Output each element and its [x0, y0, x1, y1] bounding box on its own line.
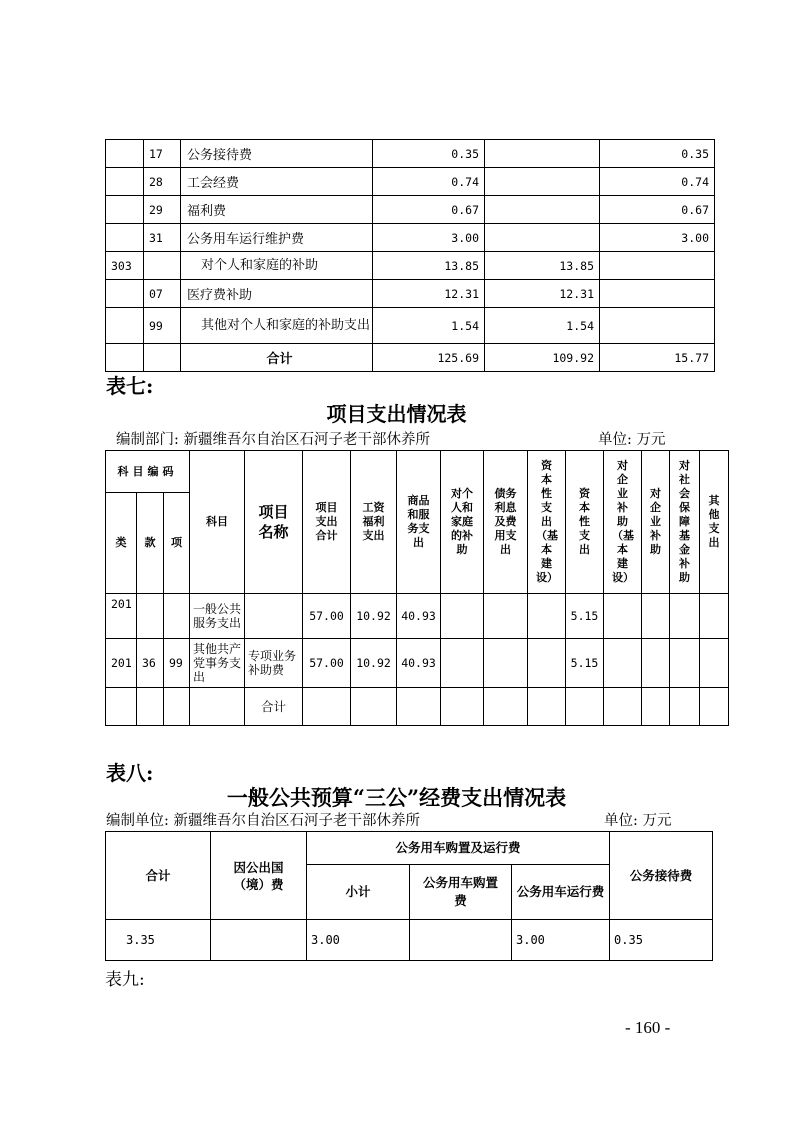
- table-row: [106, 308, 715, 344]
- cell-total: 57.00: [303, 639, 351, 688]
- header-other: 其他支出: [700, 451, 729, 594]
- cell-debt: [484, 639, 528, 688]
- cell-name: 福利费: [181, 196, 373, 224]
- value-subtotal: 3.00: [307, 920, 410, 961]
- header-personal: 对个人和家庭的补助: [441, 451, 484, 594]
- header-subtotal: 小计: [307, 865, 410, 920]
- cell-kuan: 99: [144, 308, 181, 344]
- cell-total-label: 合计: [181, 344, 373, 372]
- cell-kuan: 17: [144, 140, 181, 168]
- cell-name: 其他对个人和家庭的补助支出: [181, 308, 373, 344]
- header-capital: 资本性支出: [566, 451, 604, 594]
- cell-total: 0.67: [373, 196, 485, 224]
- value-reception: 0.35: [610, 920, 713, 961]
- header-social: 对社会保障基金补助: [670, 451, 700, 594]
- cell-name: 工会经费: [181, 168, 373, 196]
- cell-project: 0.35: [600, 140, 715, 168]
- page-number: - 160 -: [625, 1018, 671, 1037]
- cell-class: [106, 224, 144, 252]
- header-abroad: 因公出国（境）费: [211, 832, 307, 920]
- cell-project: 3.00: [600, 224, 715, 252]
- header-purchase: 公务用车购置费: [410, 865, 512, 920]
- cell-basic: 12.31: [485, 280, 600, 308]
- cell-kuan: 28: [144, 168, 181, 196]
- cell-total: 3.00: [373, 224, 485, 252]
- cell-project: [600, 308, 715, 344]
- table-row: [106, 140, 715, 168]
- cell-lei: 201: [106, 639, 137, 688]
- header-vehicle-group: 公务用车购置及运行费: [307, 832, 610, 865]
- table7-dept: 编制部门: 新疆维吾尔自治区石河子老干部休养所: [116, 432, 430, 448]
- table7-title: 项目支出情况表: [326, 402, 467, 426]
- cell-enterprise-basic: [604, 639, 642, 688]
- table7: [105, 450, 729, 726]
- cell-class: [106, 280, 144, 308]
- cell-kuan: [144, 344, 181, 372]
- header-project-name: 项目名称: [245, 451, 303, 594]
- cell-basic: [485, 140, 600, 168]
- value-abroad: [211, 920, 307, 961]
- cell-name: 公务用车运行维护费: [181, 224, 373, 252]
- cell-capital-basic: [528, 639, 566, 688]
- cell-kuan: [144, 252, 181, 280]
- cell-kuan: 31: [144, 224, 181, 252]
- table6: [105, 139, 715, 372]
- cell-social: [670, 594, 700, 639]
- cell-total: 0.35: [373, 140, 485, 168]
- cell-project: [600, 252, 715, 280]
- cell-sum-label: 合计: [245, 688, 303, 726]
- table-row: [106, 252, 715, 280]
- cell-project: 专项业务补助费: [245, 639, 303, 688]
- table8: [105, 831, 713, 961]
- cell-kuan: 07: [144, 280, 181, 308]
- cell-total: 125.69: [373, 344, 485, 372]
- cell-total: 0.74: [373, 168, 485, 196]
- header-total: 合计: [106, 832, 211, 920]
- cell-kuan: [137, 594, 164, 639]
- header-lei: 类: [106, 493, 137, 594]
- table8-label: 表八:: [106, 761, 154, 785]
- cell-xiang: [164, 594, 190, 639]
- cell-class: [106, 308, 144, 344]
- cell-social: [670, 639, 700, 688]
- cell-class: [106, 344, 144, 372]
- header-debt: 债务利息及费用支出: [484, 451, 528, 594]
- cell-enterprise-basic: [604, 594, 642, 639]
- cell-project: 0.74: [600, 168, 715, 196]
- cell-class: 303: [106, 252, 144, 280]
- header-enterprise-basic: 对企业补助（基本建设）: [604, 451, 642, 594]
- table9-label: 表九:: [105, 970, 145, 990]
- cell-enterprise: [642, 639, 670, 688]
- cell-kuan: 29: [144, 196, 181, 224]
- cell-other: [700, 594, 729, 639]
- cell-capital: 5.15: [566, 594, 604, 639]
- cell-total: 12.31: [373, 280, 485, 308]
- cell-basic: 13.85: [485, 252, 600, 280]
- cell-class: [106, 140, 144, 168]
- cell-class: [106, 168, 144, 196]
- cell-debt: [484, 594, 528, 639]
- cell-personal: [441, 594, 484, 639]
- cell-xiang: 99: [164, 639, 190, 688]
- table-row: [106, 920, 713, 961]
- table8-title: 一般公共预算“三公”经费支出情况表: [226, 785, 567, 810]
- cell-name: 医疗费补助: [181, 280, 373, 308]
- table7-label: 表七:: [106, 374, 154, 398]
- header-total: 项目支出合计: [303, 451, 351, 594]
- cell-total: 57.00: [303, 594, 351, 639]
- table-row: [106, 168, 715, 196]
- table8-dept: 编制单位: 新疆维吾尔自治区石河子老干部休养所: [106, 813, 420, 829]
- table7-unit: 单位: 万元: [598, 432, 666, 448]
- cell-capital-basic: [528, 594, 566, 639]
- value-total: 3.35: [106, 920, 211, 961]
- cell-project: [245, 594, 303, 639]
- cell-name: 公务接待费: [181, 140, 373, 168]
- cell-other: [700, 639, 729, 688]
- cell-lei: 201: [106, 594, 137, 639]
- cell-goods: 40.93: [397, 594, 441, 639]
- cell-class: [106, 196, 144, 224]
- value-purchase: [410, 920, 512, 961]
- table-row: [106, 594, 729, 639]
- header-subject: 科目: [190, 451, 245, 594]
- header-capital-basic: 资本性支出（基本建设）: [528, 451, 566, 594]
- cell-personal: [441, 639, 484, 688]
- table-row: [106, 280, 715, 308]
- cell-wages: 10.92: [351, 594, 397, 639]
- cell-name: 对个人和家庭的补助: [181, 252, 373, 280]
- cell-kuan: 36: [137, 639, 164, 688]
- table-row-total: [106, 344, 715, 372]
- header-reception: 公务接待费: [610, 832, 713, 920]
- table-row: [106, 224, 715, 252]
- cell-basic: [485, 196, 600, 224]
- cell-project: 0.67: [600, 196, 715, 224]
- cell-project: [600, 280, 715, 308]
- table-row-sum: [106, 688, 729, 726]
- cell-basic: 1.54: [485, 308, 600, 344]
- table-row: [106, 196, 715, 224]
- header-enterprise: 对企业补助: [642, 451, 670, 594]
- table8-unit: 单位: 万元: [604, 813, 672, 829]
- header-operation: 公务用车运行费: [512, 865, 610, 920]
- cell-subject: 一般公共服务支出: [190, 594, 245, 639]
- cell-wages: 10.92: [351, 639, 397, 688]
- cell-basic: 109.92: [485, 344, 600, 372]
- cell-basic: [485, 224, 600, 252]
- cell-basic: [485, 168, 600, 196]
- header-code-group: 科目编码: [106, 451, 190, 493]
- header-kuan: 款: [137, 493, 164, 594]
- cell-subject: 其他共产党事务支出: [190, 639, 245, 688]
- cell-capital: 5.15: [566, 639, 604, 688]
- value-operation: 3.00: [512, 920, 610, 961]
- header-wages: 工资福利支出: [351, 451, 397, 594]
- cell-project: 15.77: [600, 344, 715, 372]
- cell-total: 1.54: [373, 308, 485, 344]
- header-xiang: 项: [164, 493, 190, 594]
- cell-total: 13.85: [373, 252, 485, 280]
- table-row: [106, 639, 729, 688]
- header-goods: 商品和服务支出: [397, 451, 441, 594]
- cell-enterprise: [642, 594, 670, 639]
- cell-goods: 40.93: [397, 639, 441, 688]
